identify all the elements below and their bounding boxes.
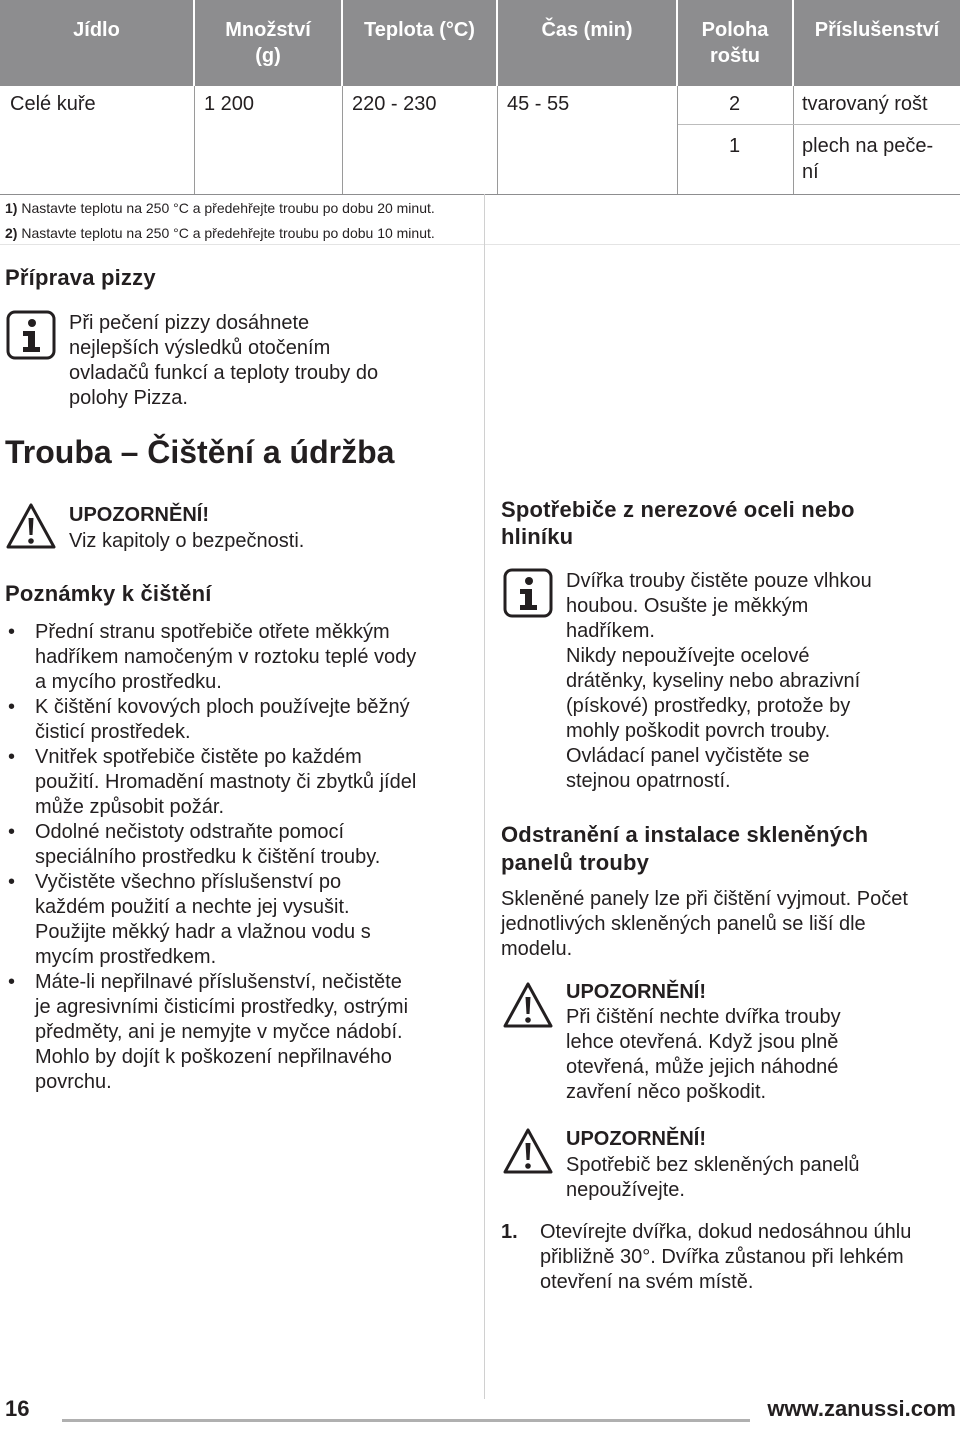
cell-amount: 1 200 — [204, 93, 255, 115]
cell-accessory-2: plech na peče- ní — [802, 135, 934, 183]
col-header-temperature: Teplota (°C) — [343, 0, 496, 86]
steel-heading: Spotřebiče z nerezové oceli nebo hliníku — [501, 497, 855, 549]
warning-title: UPOZORNĚNÍ! — [69, 504, 209, 526]
cleaning-notes-list — [5, 620, 475, 1095]
info-icon — [502, 567, 554, 619]
footnote-2: 2) Nastavte teplotu na 250 °C a předehřejte troubu po dobu 10 minut. — [5, 225, 435, 241]
step-number: 1. — [501, 1221, 518, 1243]
list-item: • Odolné nečistoty odstraňte pomocí speciálního prostředku k čištění trouby. — [8, 821, 381, 868]
warning-text: Viz kapitoly o bezpečnosti. — [69, 530, 305, 552]
glass-intro: Skleněné panely lze při čištění vyjmout. Počet jednotlivých skleněných panelů se liší dle modelu. — [501, 888, 908, 960]
page-number: 16 — [5, 1396, 30, 1421]
cell-accessory: tvarovaný rošt — [802, 93, 928, 115]
section-title: Trouba – Čištění a údržba — [5, 434, 395, 470]
cell-shelf-2: 1 — [729, 135, 741, 157]
col-header-accessories: Příslušenství — [794, 0, 960, 86]
cell-shelf: 2 — [729, 93, 741, 115]
glass-heading: Odstranění a instalace skleněných panelů trouby — [501, 822, 869, 875]
warning-icon — [502, 1127, 554, 1175]
cell-time: 45 - 55 — [507, 93, 570, 115]
info-icon — [5, 309, 57, 361]
col-header-shelf: Poloha roštu — [678, 0, 792, 86]
pizza-heading: Příprava pizzy — [5, 265, 156, 290]
list-item: • Vyčistěte všechno příslušenství po každém použití a nechte jej vysušit. Použijte měkký hadr a vlažnou vodu s mycím prostředkem. — [8, 871, 371, 968]
footnote-1: 1) Nastavte teplotu na 250 °C a předehřejte troubu po dobu 20 minut. — [5, 200, 435, 216]
list-item: • Máte-li nepřilnavé příslušenství, nečistěte je agresivními čisticími prostředky, ostrými předměty, ani je nemyjte v myčce nádobí. Mohlo by dojít k poškození nepřilnavého povrchu. — [8, 971, 409, 1093]
col-header-amount: Množství (g) — [195, 0, 341, 86]
table-divider — [497, 86, 498, 194]
column-rule — [484, 194, 485, 1399]
steel-info: Dvířka trouby čistěte pouze vlhkou houbou. Osušte je měkkým hadříkem. Nikdy nepoužívejte ocelové drátěnky, kyseliny nebo abrazivní (pískové) prostředky, protože by mohly poškodit povrch trouby. Ovládací panel vyčistěte se stejnou opatrností. — [566, 570, 872, 792]
warning-title: UPOZORNĚNÍ! — [566, 981, 706, 1003]
warning-text: Při čištění nechte dvířka trouby lehce otevřená. Když jsou plně otevřená, může jejich náhodné zavření něco poškodit. — [566, 1006, 841, 1103]
warning-icon — [5, 502, 57, 550]
list-item: • Přední stranu spotřebiče otřete měkkým hadříkem namočeným v roztoku teplé vody a mycího prostředku. — [8, 621, 417, 693]
section-divider — [0, 244, 960, 245]
table-bottom-rule — [0, 194, 960, 195]
list-item: • Vnitřek spotřebiče čistěte po každém použití. Hromadění mastnoty či zbytků jídel může způsobit požár. — [8, 746, 417, 818]
list-item: • K čištění kovových ploch používejte běžný čisticí prostředek. — [8, 696, 410, 743]
footer-rule — [62, 1419, 750, 1422]
table-divider — [677, 86, 678, 194]
table-row-divider — [678, 124, 960, 125]
cell-temperature: 220 - 230 — [352, 93, 437, 115]
warning-title: UPOZORNĚNÍ! — [566, 1128, 706, 1150]
warning-icon — [502, 981, 554, 1029]
table-divider — [342, 86, 343, 194]
table-divider — [793, 86, 794, 194]
table-divider — [194, 86, 195, 194]
table-footnotes — [5, 196, 435, 246]
cell-food: Celé kuře — [10, 93, 96, 115]
warning-text: Spotřebič bez skleněných panelů nepoužívejte. — [566, 1154, 860, 1201]
cleaning-notes-heading: Poznámky k čištění — [5, 581, 212, 606]
col-header-food: Jídlo — [0, 0, 193, 86]
footer-url: www.zanussi.com — [767, 1396, 956, 1421]
step-text: Otevírejte dvířka, dokud nedosáhnou úhlu přibližně 30°. Dvířka zůstanou při lehkém otevření na svém místě. — [540, 1221, 912, 1293]
pizza-info: Při pečení pizzy dosáhnete nejlepších výsledků otočením ovladačů funkcí a teploty trouby do polohy Pizza. — [69, 312, 379, 409]
col-header-time: Čas (min) — [498, 0, 676, 86]
